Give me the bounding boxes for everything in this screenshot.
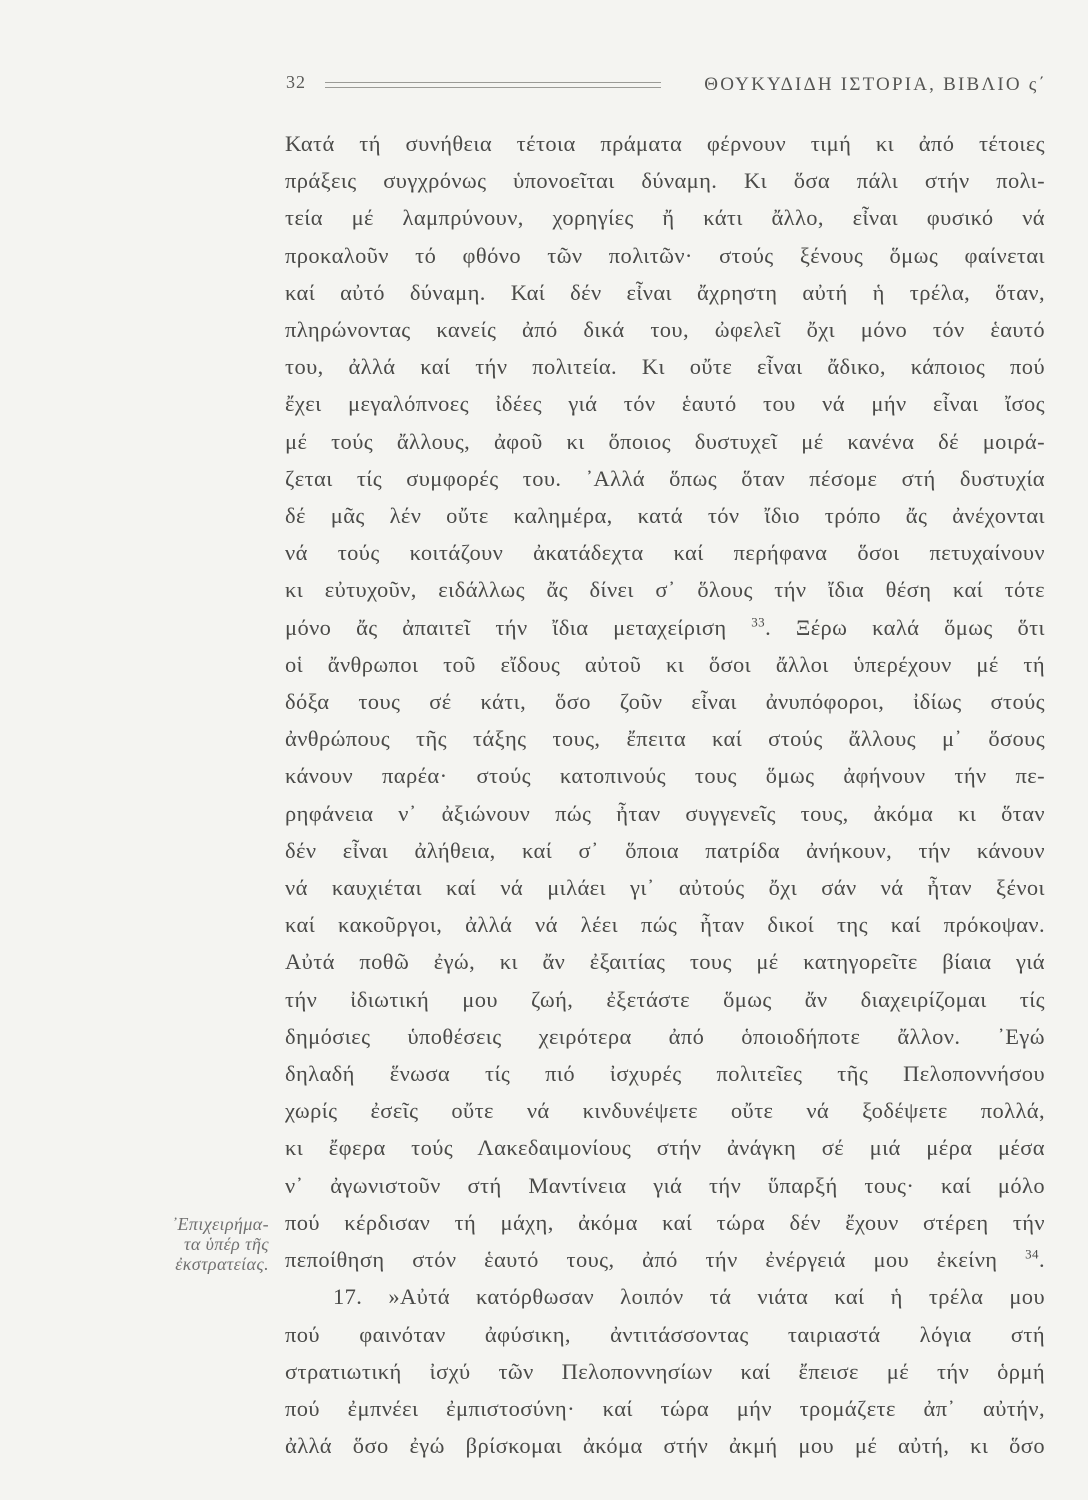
text-line: 17. »Αὐτά κατόρθωσαν λοιπόν τά νιάτα καί ἡ τρέλα μου	[333, 1284, 1045, 1310]
text-segment: .	[1038, 1247, 1045, 1273]
margin-note-line: ᾽Επιχειρήμα-	[171, 1214, 269, 1234]
text-line: δέν εἶναι ἀλήθεια, καί σ᾽ ὅποια πατρίδα ἀνήκουν, τήν κάνουν	[285, 837, 1045, 863]
text-line: πού φαινόταν ἀφύσικη, ἀντιτάσσοντας ταιριαστά λόγια στή	[285, 1321, 1045, 1347]
margin-note-line: ἐκστρατείας.	[175, 1254, 269, 1274]
text-line: Αὐτά ποθῶ ἐγώ, κι ἄν ἐξαιτίας τους μέ κατηγορεῖτε βίαια γιά	[285, 949, 1045, 975]
text-line: στρατιωτική ἰσχύ τῶν Πελοποννησίων καί ἔπεισε μέ τήν ὁρμή	[285, 1358, 1045, 1384]
text-line: δηλαδή ἕνωσα τίς πιό ἰσχυρές πολιτεῖες τῆς Πελοποννήσου	[285, 1061, 1045, 1087]
text-line: ἀνθρώπους τῆς τάξης τους, ἔπειτα καί στούς ἄλλους μ᾽ ὅσους	[285, 726, 1045, 752]
text-line: χωρίς ἐσεῖς οὔτε νά κινδυνέψετε οὔτε νά ξοδέψετε πολλά,	[285, 1098, 1045, 1124]
text-line: τήν ἰδιωτική μου ζωή, ἐξετάστε ὅμως ἄν διαχειρίζομαι τίς	[285, 986, 1045, 1012]
text-line: κι εὐτυχοῦν, ειδάλλως ἄς δίνει σ᾽ ὅλους τήν ἴδια θέση καί τότε	[285, 577, 1045, 603]
text-line: πληρώνοντας κανείς ἀπό δικά του, ὠφελεῖ ὄχι μόνο τόν ἑαυτό	[285, 317, 1045, 343]
text-line: προκαλοῦν τό φθόνο τῶν πολιτῶν· στούς ξένους ὅμως φαίνεται	[285, 242, 1045, 268]
text-line: ἀλλά ὅσο ἐγώ βρίσκομαι ἀκόμα στήν ἀκμή μου μέ αὐτή, κι ὅσο	[285, 1433, 1045, 1459]
page-body	[285, 125, 1045, 1464]
footnote-marker: 34	[1025, 1246, 1039, 1262]
text-line: καί κακοῦργοι, ἀλλά νά λέει πώς ἦταν δικοί της καί πρόκοψαν.	[285, 912, 1045, 938]
text-segment: πεποίθηση στόν ἑαυτό τους, ἀπό τήν ἐνέργειά μου ἐκείνη	[285, 1247, 998, 1273]
text-line: πού κέρδισαν τή μάχη, ἀκόμα καί τώρα δέν ἔχουν στέρεη τήν	[285, 1209, 1045, 1235]
text-segment: . Ξέρω καλά ὅμως ὅτι	[765, 614, 1045, 640]
text-segment: μόνο ἄς ἀπαιτεῖ τήν ἴδια μεταχείριση	[285, 614, 727, 640]
text-line: μέ τούς ἄλλους, ἀφοῦ κι ὅποιος δυστυχεῖ μέ κανένα δέ μοιρά-	[285, 428, 1045, 454]
text-line: δόξα τους σέ κάτι, ὅσο ζοῦν εἶναι ἀνυπόφοροι, ἰδίως στούς	[285, 689, 1045, 715]
text-line: δέ μᾶς λέν οὔτε καλημέρα, κατά τόν ἴδιο τρόπο ἄς ἀνέχονται	[285, 503, 1045, 529]
text-line: τεία μέ λαμπρύνουν, χορηγίες ἤ κάτι ἄλλο, εἶναι φυσικό νά	[285, 205, 1045, 231]
text-line-with-footnote	[285, 609, 1045, 646]
text-line: πού ἐμπνέει ἐμπιστοσύνη· καί τώρα μήν τρομάζετε ἀπ᾽ αὐτήν,	[285, 1395, 1045, 1421]
text-line-with-footnote	[285, 1241, 1045, 1278]
text-line: καί αὐτό δύναμη. Καί δέν εἶναι ἄχρηστη αὐτή ἡ τρέλα, ὅταν,	[285, 279, 1045, 305]
margin-note	[99, 1214, 269, 1274]
text-line: κι ἔφερα τούς Λακεδαιμονίους στήν ἀνάγκη σέ μιά μέρα μέσα	[285, 1135, 1045, 1161]
body-paragraph	[285, 125, 1045, 1278]
text-line: δημόσιες ὑποθέσεις χειρότερα ἀπό ὁποιοδήποτε ἄλλον. ᾽Εγώ	[285, 1023, 1045, 1049]
running-header	[281, 70, 1047, 100]
text-line: ν᾽ ἀγωνιστοῦν στή Μαντίνεια γιά τήν ὕπαρξή τους· καί μόλο	[285, 1172, 1045, 1198]
page-number: 32	[286, 72, 306, 92]
text-line: του, ἀλλά καί τήν πολιτεία. Κι οὔτε εἶναι ἄδικο, κάποιος πού	[285, 354, 1045, 380]
text-line: νά καυχιέται καί νά μιλάει γι᾽ αὐτούς ὄχι σάν νά ἦταν ξένοι	[285, 875, 1045, 901]
running-title: ΘΟΥΚΥΔΙΔΗ ΙΣΤΟΡΙΑ, ΒΙΒΛΙΟ ς΄	[704, 74, 1047, 95]
text-line: νά τούς κοιτάζουν ἀκατάδεχτα καί περήφανα ὅσοι πετυχαίνουν	[285, 540, 1045, 566]
text-line: οἱ ἄνθρωποι τοῦ εἴδους αὐτοῦ κι ὅσοι ἄλλοι ὑπερέχουν μέ τή	[285, 651, 1045, 677]
text-line: ζεται τίς συμφορές του. ᾽Αλλά ὅπως ὅταν πέσομε στή δυστυχία	[285, 465, 1045, 491]
text-line: πράξεις συγχρόνως ὑπονοεῖται δύναμη. Κι ὅσα πάλι στήν πολι-	[285, 168, 1045, 194]
margin-note-line: τα ὑπέρ τῆς	[184, 1234, 269, 1254]
header-rule	[325, 82, 661, 88]
text-line: κάνουν παρέα· στούς κατοπινούς τους ὅμως ἀφήνουν τήν πε-	[285, 763, 1045, 789]
section-17-paragraph	[285, 1278, 1045, 1464]
text-line: ρηφάνεια ν᾽ ἀξιώνουν πώς ἦταν συγγενεῖς τους, ἀκόμα κι ὅταν	[285, 800, 1045, 826]
footnote-marker: 33	[751, 614, 766, 630]
text-line: ἔχει μεγαλόπνοες ἰδέες γιά τόν ἑαυτό του νά μήν εἶναι ἴσος	[285, 391, 1045, 417]
text-line: Κατά τή συνήθεια τέτοια πράματα φέρνουν τιμή κι ἀπό τέτοιες	[285, 131, 1045, 156]
